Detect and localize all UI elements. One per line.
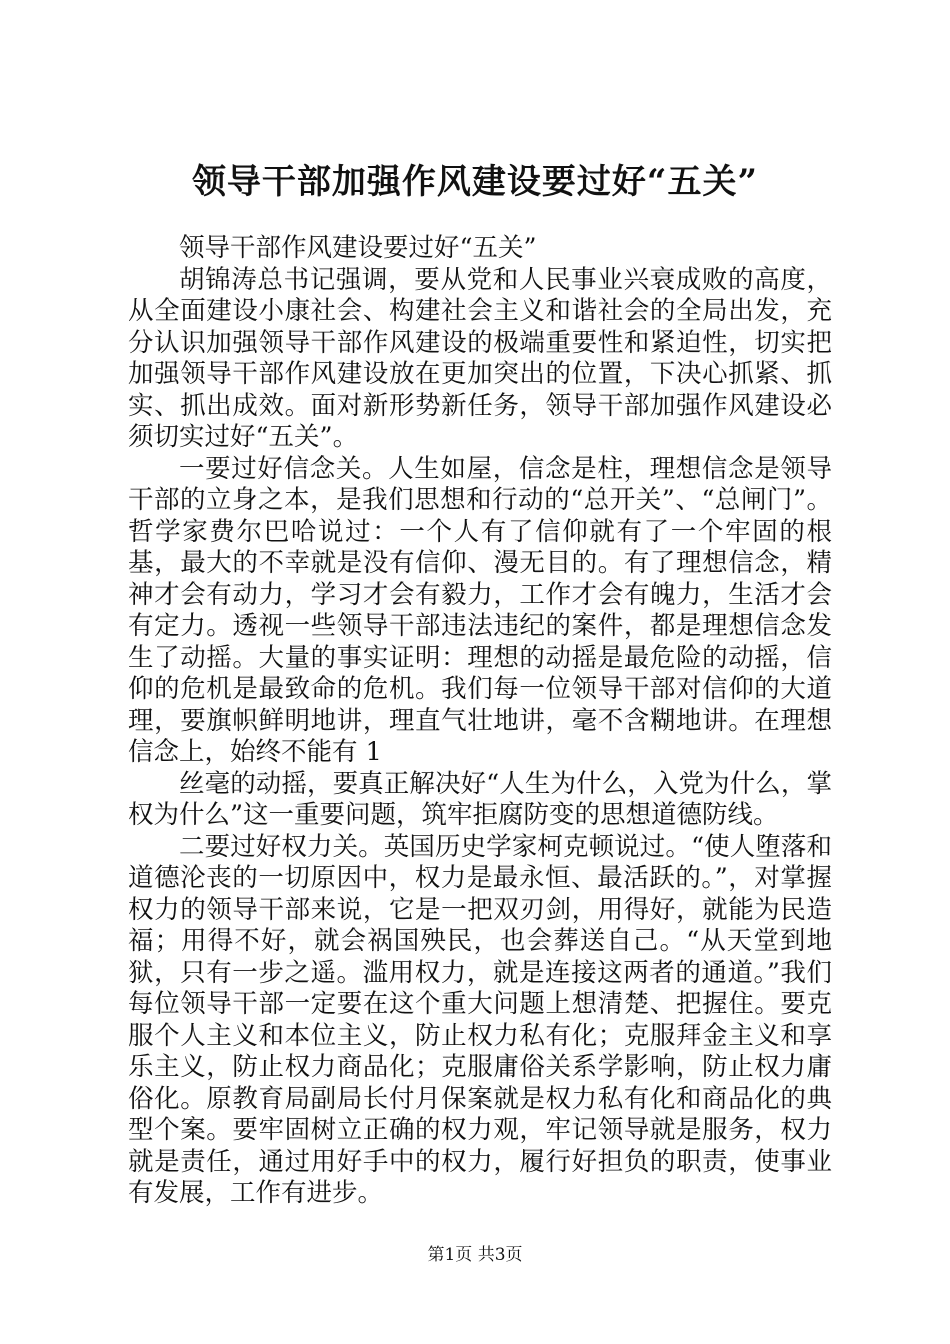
subtitle-paragraph: 领导干部作风建设要过好“五关” [179, 233, 537, 263]
intro-paragraph: 胡锦涛总书记强调，要从党和人民事业兴衰成败的高度，从全面建设小康社会、构建社会主义和谐社会的全局出发，充分认识加强领导干部作风建设的极端重要性和紧迫性，切实把加强领导干部作风建设放在更加突出的位置，下决心抓紧、抓实、抓出成效。面对新形势新任务，领导干部加强作风建设必须切实过好“五关”。 [128, 264, 832, 452]
power-paragraph: 二要过好权力关。英国历史学家柯克顿说过。“使人堕落和道德沦丧的一切原因中，权力是最永恒、最活跃的。”，对掌握权力的领导干部来说，它是一把双刃剑，用得好，就能为民造福；用得不好，就会祸国殃民，也会葬送自己。“从天堂到地狱，只有一步之遥。滥用权力，就是连接这两者的通道。”我们每位领导干部一定要在这个重大问题上想清楚、把握住。要克服个人主义和本位主义，防止权力私有化；克服拜金主义和享乐主义，防止权力商品化；克服庸俗关系学影响，防止权力庸俗化。原教育局副局长付月保案就是权力私有化和商品化的典型个案。要牢固树立正确的权力观，牢记领导就是服务，权力就是责任，通过用好手中的权力，履行好担负的职责，使事业有发展，工作有进步。 [128, 831, 832, 1208]
page-number-footer: 第1页 共3页 [427, 1245, 523, 1265]
belief-continuation-paragraph: 丝毫的动摇，要真正解决好“人生为什么，入党为什么，掌权为什么”这一重要问题，筑牢拒腐防变的思想道德防线。 [128, 768, 832, 830]
belief-paragraph: 一要过好信念关。人生如屋，信念是柱，理想信念是领导干部的立身之本，是我们思想和行动的“总开关”、“总闸门”。哲学家费尔巴哈说过：一个人有了信仰就有了一个牢固的根基，最大的不幸就是没有信仰、漫无目的。有了理想信念，精神才会有动力，学习才会有毅力，工作才会有魄力，生活才会有定力。透视一些领导干部违法违纪的案件，都是理想信念发生了动摇。大量的事实证明：理想的动摇是最危险的动摇，信仰的危机是最致命的危机。我们每一位领导干部对信仰的大道理，要旗帜鲜明地讲，理直气壮地讲，毫不含糊地讲。在理想信念上，始终不能有 1 [128, 453, 832, 767]
document-body [128, 233, 832, 1210]
document-title: 领导干部加强作风建设要过好“五关” [191, 162, 759, 202]
